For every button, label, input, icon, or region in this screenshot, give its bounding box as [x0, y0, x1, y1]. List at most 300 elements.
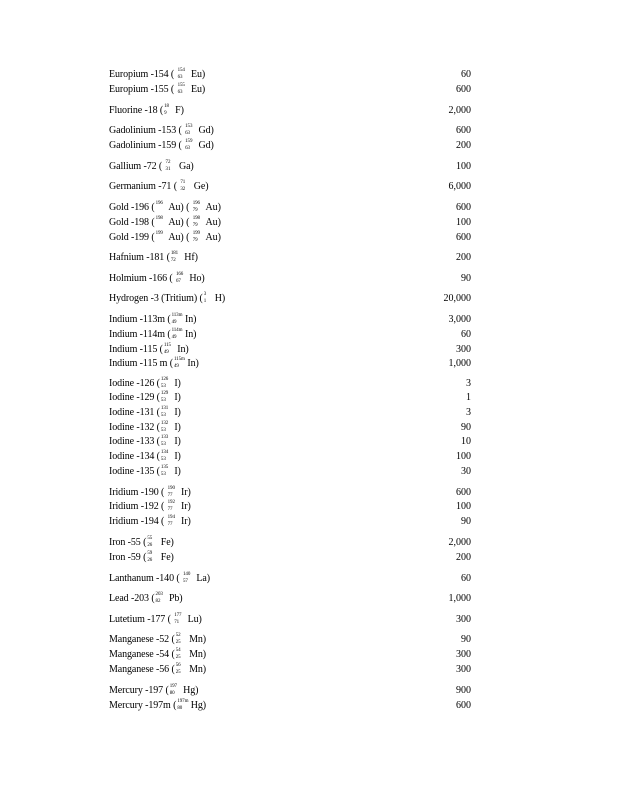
mass-number: 203 [155, 591, 163, 597]
element-symbol: Hg) [180, 685, 199, 696]
atomic-number: 31 [165, 166, 171, 172]
isotope-notation [172, 329, 182, 341]
isotope-notation [172, 314, 182, 326]
element-symbol: Mn) [186, 664, 207, 675]
mass-number: 194 [167, 514, 175, 520]
isotope-notation [171, 252, 181, 264]
atomic-number: 72 [170, 257, 176, 263]
element-symbol: Fe) [158, 552, 174, 563]
limit-value: 60 [461, 573, 471, 584]
mass-number: 114m [171, 327, 183, 333]
element-symbol: I) [171, 422, 181, 433]
atomic-number: 77 [167, 492, 173, 498]
nuclide-name: Iodine -135 ( [109, 466, 160, 477]
nuclide-name: Gadolinium -159 ( [109, 140, 185, 151]
isotope-notation [166, 161, 176, 173]
nuclide-label [109, 663, 206, 677]
table-row [109, 633, 471, 647]
isotope-notation [178, 84, 188, 96]
nuclide-name: Iodine -134 ( [109, 451, 160, 462]
element-symbol: Au) [203, 232, 221, 243]
nuclide-label [109, 391, 181, 405]
isotope-notation [185, 140, 195, 152]
isotope-notation [180, 181, 190, 193]
table-row [109, 83, 471, 97]
mass-number: 190 [167, 485, 175, 491]
mass-number: 52 [175, 632, 181, 638]
isotope-notation [176, 273, 186, 285]
limit-value: 600 [456, 232, 471, 243]
isotope-notation [161, 407, 171, 419]
table-row [109, 648, 471, 662]
table-row [109, 435, 471, 449]
table-row [109, 551, 471, 565]
nuclide-name: Iodine -132 ( [109, 422, 160, 433]
limit-value: 100 [456, 451, 471, 462]
table-row [109, 406, 471, 420]
mass-number: 132 [160, 420, 169, 426]
limit-value: 600 [456, 125, 471, 136]
mass-number: 72 [165, 159, 171, 165]
isotope-notation [204, 293, 214, 305]
atomic-number: 53 [160, 471, 166, 477]
nuclide-name: Hydrogen -3 (Tritium) ( [109, 293, 203, 304]
element-symbol: Gd) [196, 125, 214, 136]
nuclide-label [109, 343, 189, 357]
nuclide-label [109, 160, 194, 174]
nuclide-label [109, 435, 181, 449]
nuclide-name: Fluorine -18 ( [109, 105, 164, 116]
mass-number: 71 [180, 179, 186, 185]
table-row [109, 377, 471, 391]
table-row [109, 613, 471, 627]
nuclide-name: Indium -114m ( [109, 329, 171, 340]
table-row [109, 328, 471, 342]
nuclide-name: Holmium -166 ( [109, 273, 175, 284]
mass-number: 140 [183, 571, 191, 577]
mass-number: 154 [177, 67, 185, 73]
atomic-number: 82 [155, 598, 161, 604]
limit-value: 600 [456, 84, 471, 95]
isotope-notation [170, 685, 180, 697]
mass-number: 196 [155, 200, 163, 206]
mass-number: 197 [169, 683, 177, 689]
nuclide-label [109, 536, 174, 550]
element-symbol: In) [174, 344, 189, 355]
nuclide-label [109, 201, 221, 215]
nuclide-name: Lanthanum -140 ( [109, 573, 183, 584]
limit-value: 30 [461, 466, 471, 477]
table-row [109, 663, 471, 677]
isotope-notation [161, 392, 171, 404]
element-symbol: Gd) [196, 140, 214, 151]
element-symbol: F) [175, 105, 184, 116]
atomic-number: 63 [177, 89, 183, 95]
mass-number: 159 [185, 138, 193, 144]
isotope-notation [156, 202, 166, 214]
nuclide-label [109, 406, 181, 420]
nuclide-name: Gold -199 ( [109, 232, 155, 243]
limit-value: 60 [461, 69, 471, 80]
table-row [109, 124, 471, 138]
limit-value: 600 [456, 700, 471, 711]
mass-number: 55 [147, 535, 153, 541]
atomic-number: 71 [174, 619, 180, 625]
limit-value: 100 [456, 217, 471, 228]
table-row [109, 272, 471, 286]
mass-number: 133 [160, 434, 169, 440]
nuclide-name: Indium -115 m ( [109, 358, 173, 369]
element-symbol: Ir) [178, 487, 191, 498]
atomic-number: 25 [175, 639, 181, 645]
limit-value: 200 [456, 252, 471, 263]
table-row [109, 592, 471, 606]
nuclide-label [109, 292, 225, 306]
table-row [109, 515, 471, 529]
isotope-notation [193, 217, 203, 229]
nuclide-label [109, 465, 181, 479]
atomic-number: 80 [177, 705, 183, 711]
atomic-number: 9 [164, 110, 167, 116]
nuclide-label [109, 421, 181, 435]
table-row [109, 180, 471, 194]
table-row [109, 684, 471, 698]
limit-value: 2,000 [448, 105, 471, 116]
nuclide-label [109, 180, 208, 194]
nuclide-name: Lutetium -177 ( [109, 614, 174, 625]
nuclide-label [109, 251, 198, 265]
limit-value: 1 [466, 392, 471, 403]
mass-number: 155 [177, 82, 185, 88]
element-symbol: In) [184, 358, 199, 369]
isotope-notation [156, 593, 166, 605]
nuclide-name: Iodine -126 ( [109, 378, 160, 389]
element-symbol: Ge) [191, 181, 209, 192]
nuclide-name: Iridium -194 ( [109, 516, 167, 527]
nuclide-label [109, 592, 183, 606]
limit-value: 90 [461, 516, 471, 527]
atomic-number: 63 [185, 130, 190, 136]
element-symbol: Eu) [188, 69, 206, 80]
isotope-notation [156, 217, 166, 229]
table-row [109, 450, 471, 464]
limit-value: 90 [461, 422, 471, 433]
element-symbol: La) [194, 573, 210, 584]
limit-value: 300 [456, 614, 471, 625]
mass-number: 153 [185, 123, 193, 129]
nuclide-label [109, 515, 191, 529]
nuclide-label [109, 313, 196, 327]
limit-value: 100 [456, 161, 471, 172]
nuclide-label [109, 684, 198, 698]
atomic-number: 25 [175, 654, 181, 660]
table-row [109, 160, 471, 174]
atomic-number: 25 [175, 669, 181, 675]
nuclide-label [109, 104, 184, 118]
mass-number: 54 [175, 647, 181, 653]
element-symbol: Hg) [188, 700, 207, 711]
nuclide-label [109, 357, 199, 371]
mass-number: 131 [160, 405, 169, 411]
atomic-number: 26 [147, 542, 153, 548]
nuclide-name: Manganese -54 ( [109, 649, 175, 660]
limit-value: 600 [456, 487, 471, 498]
nuclide-name: Mercury -197 ( [109, 685, 169, 696]
atomic-number: 49 [173, 363, 179, 369]
nuclide-name: Europium -154 ( [109, 69, 177, 80]
nuclide-label [109, 648, 206, 662]
isotope-notation [156, 232, 166, 244]
atomic-number: 53 [160, 427, 166, 433]
isotope-notation [193, 232, 203, 244]
isotope-notation [161, 436, 171, 448]
element-symbol: I) [171, 378, 181, 389]
nuclide-name: Manganese -52 ( [109, 634, 175, 645]
nuclide-name: Lead -203 ( [109, 593, 155, 604]
table-row [109, 68, 471, 82]
nuclide-label [109, 377, 181, 391]
table-row [109, 486, 471, 500]
limit-value: 60 [461, 329, 471, 340]
element-symbol: Au) ( [166, 202, 192, 213]
limit-value: 300 [456, 344, 471, 355]
nuclide-name: Gold -198 ( [109, 217, 155, 228]
limit-value: 90 [461, 634, 471, 645]
element-symbol: Pb) [166, 593, 183, 604]
mass-number: 115m [173, 356, 185, 362]
nuclide-label [109, 328, 196, 342]
element-symbol: Ga) [176, 161, 194, 172]
mass-number: 115 [163, 342, 171, 348]
nuclide-label [109, 272, 205, 286]
element-symbol: Au) ( [166, 232, 192, 243]
nuclide-label [109, 450, 181, 464]
nuclide-name: Iron -59 ( [109, 552, 147, 563]
limit-value: 90 [461, 273, 471, 284]
atomic-number: 79 [192, 207, 198, 213]
nuclide-label [109, 83, 205, 97]
table-row [109, 500, 471, 514]
element-symbol: Ir) [178, 501, 191, 512]
isotope-notation [147, 537, 157, 549]
table-row [109, 536, 471, 550]
mass-number: 196 [192, 200, 200, 206]
nuclide-name: Indium -113m ( [109, 314, 171, 325]
nuclide-label [109, 216, 221, 230]
mass-number: 198 [192, 215, 200, 221]
atomic-number: 53 [160, 383, 166, 389]
limit-value: 3 [466, 378, 471, 389]
nuclide-label [109, 572, 210, 586]
mass-number: 135 [160, 464, 169, 470]
mass-number: 18 [164, 103, 169, 109]
atomic-number: 79 [192, 222, 198, 228]
element-symbol: Mn) [186, 634, 207, 645]
limit-value: 20,000 [443, 293, 471, 304]
atomic-number: 53 [160, 397, 166, 403]
isotope-notation [164, 344, 174, 356]
limit-value: 6,000 [448, 181, 471, 192]
isotope-notation [185, 125, 195, 137]
mass-number: 129 [160, 390, 169, 396]
isotope-notation [174, 358, 184, 370]
element-symbol: Lu) [185, 614, 202, 625]
atomic-number: 26 [147, 557, 153, 563]
table-row [109, 231, 471, 245]
nuclide-label [109, 613, 202, 627]
mass-number: 181 [170, 250, 179, 256]
isotope-notation [161, 378, 171, 390]
isotope-notation [168, 501, 178, 513]
nuclide-label [109, 486, 191, 500]
isotope-notation [164, 105, 174, 117]
nuclide-name: Hafnium -181 ( [109, 252, 170, 263]
table-row [109, 465, 471, 479]
limit-value: 900 [456, 685, 471, 696]
limit-value: 300 [456, 649, 471, 660]
nuclide-label [109, 633, 206, 647]
element-symbol: I) [171, 466, 181, 477]
mass-number: 59 [147, 550, 153, 556]
element-symbol: I) [171, 407, 181, 418]
limit-value: 2,000 [448, 537, 471, 548]
table-row [109, 391, 471, 405]
isotope-notation [161, 451, 171, 463]
nuclide-name: Iridium -192 ( [109, 501, 167, 512]
atomic-number: 49 [171, 319, 177, 325]
element-symbol: Au) [203, 217, 221, 228]
nuclide-label [109, 231, 221, 245]
nuclide-name: Germanium -71 ( [109, 181, 180, 192]
limit-value: 1,000 [448, 593, 471, 604]
atomic-number: 53 [160, 456, 166, 462]
isotope-notation [147, 552, 157, 564]
isotope-notation [161, 466, 171, 478]
element-symbol: Au) ( [166, 217, 192, 228]
table-row [109, 292, 471, 306]
mass-number: 177 [174, 612, 182, 618]
isotope-notation [161, 422, 171, 434]
isotope-notation [174, 614, 184, 626]
mass-number: 166 [176, 271, 184, 277]
limit-value: 300 [456, 664, 471, 675]
nuclide-name: Iodine -133 ( [109, 436, 160, 447]
limit-value: 10 [461, 436, 471, 447]
mass-number: 126 [160, 376, 169, 382]
atomic-number: 77 [167, 521, 173, 527]
element-symbol: In) [182, 329, 197, 340]
element-symbol: Ir) [178, 516, 191, 527]
atomic-number: 63 [185, 145, 190, 151]
table-row [109, 313, 471, 327]
limit-value: 3 [466, 407, 471, 418]
isotope-notation [176, 664, 186, 676]
mass-number: 199 [155, 230, 163, 236]
nuclide-name: Gallium -72 ( [109, 161, 165, 172]
nuclide-name: Europium -155 ( [109, 84, 177, 95]
table-row [109, 421, 471, 435]
nuclide-name: Indium -115 ( [109, 344, 163, 355]
mass-number: 113m [171, 312, 183, 318]
isotope-notation [193, 202, 203, 214]
isotope-notation [177, 700, 187, 712]
mass-number: 198 [155, 215, 163, 221]
nuclide-label [109, 500, 191, 514]
nuclide-label [109, 551, 174, 565]
nuclide-label [109, 124, 214, 138]
mass-number: 197m [177, 698, 189, 704]
element-symbol: Mn) [186, 649, 207, 660]
limit-value: 600 [456, 202, 471, 213]
nuclide-name: Iridium -190 ( [109, 487, 167, 498]
element-symbol: I) [171, 436, 181, 447]
isotope-notation [183, 573, 193, 585]
element-symbol: Ho) [187, 273, 205, 284]
atomic-number: 79 [192, 237, 198, 243]
mass-number: 3 [203, 291, 207, 297]
table-row [109, 572, 471, 586]
isotope-notation [178, 69, 188, 81]
element-symbol: I) [171, 451, 181, 462]
table-row [109, 357, 471, 371]
element-symbol: Fe) [158, 537, 174, 548]
table-row [109, 343, 471, 357]
limit-value: 100 [456, 501, 471, 512]
limit-value: 200 [456, 552, 471, 563]
element-symbol: H) [214, 293, 226, 304]
atomic-number: 49 [171, 334, 177, 340]
limit-value: 1,000 [448, 358, 471, 369]
atomic-number: 53 [160, 412, 166, 418]
limit-value: 3,000 [448, 314, 471, 325]
isotope-notation [168, 516, 178, 528]
nuclide-name: Iron -55 ( [109, 537, 147, 548]
element-symbol: In) [182, 314, 197, 325]
element-symbol: Eu) [188, 84, 206, 95]
table-row [109, 104, 471, 118]
nuclide-name: Gadolinium -153 ( [109, 125, 185, 136]
nuclide-name: Mercury -197m ( [109, 700, 177, 711]
mass-number: 134 [160, 449, 169, 455]
atomic-number: 77 [167, 506, 173, 512]
mass-number: 199 [192, 230, 200, 236]
atomic-number: 67 [176, 278, 181, 284]
table-row [109, 699, 471, 713]
table-row [109, 251, 471, 265]
nuclide-name: Iodine -129 ( [109, 392, 160, 403]
nuclide-name: Gold -196 ( [109, 202, 155, 213]
mass-number: 192 [167, 499, 175, 505]
nuclide-label [109, 699, 206, 713]
atomic-number: 1 [203, 298, 207, 304]
atomic-number: 63 [177, 74, 183, 80]
isotope-notation [168, 487, 178, 499]
atomic-number: 80 [169, 690, 175, 696]
nuclide-label [109, 68, 205, 82]
nuclide-name: Manganese -56 ( [109, 664, 175, 675]
table-row [109, 216, 471, 230]
limit-value: 200 [456, 140, 471, 151]
mass-number: 56 [175, 662, 181, 668]
table-row [109, 139, 471, 153]
atomic-number: 32 [180, 186, 186, 192]
element-symbol: I) [171, 392, 181, 403]
isotope-notation [176, 649, 186, 661]
atomic-number: 53 [160, 441, 166, 447]
isotope-notation [176, 634, 186, 646]
nuclide-name: Iodine -131 ( [109, 407, 160, 418]
element-symbol: Hf) [181, 252, 198, 263]
